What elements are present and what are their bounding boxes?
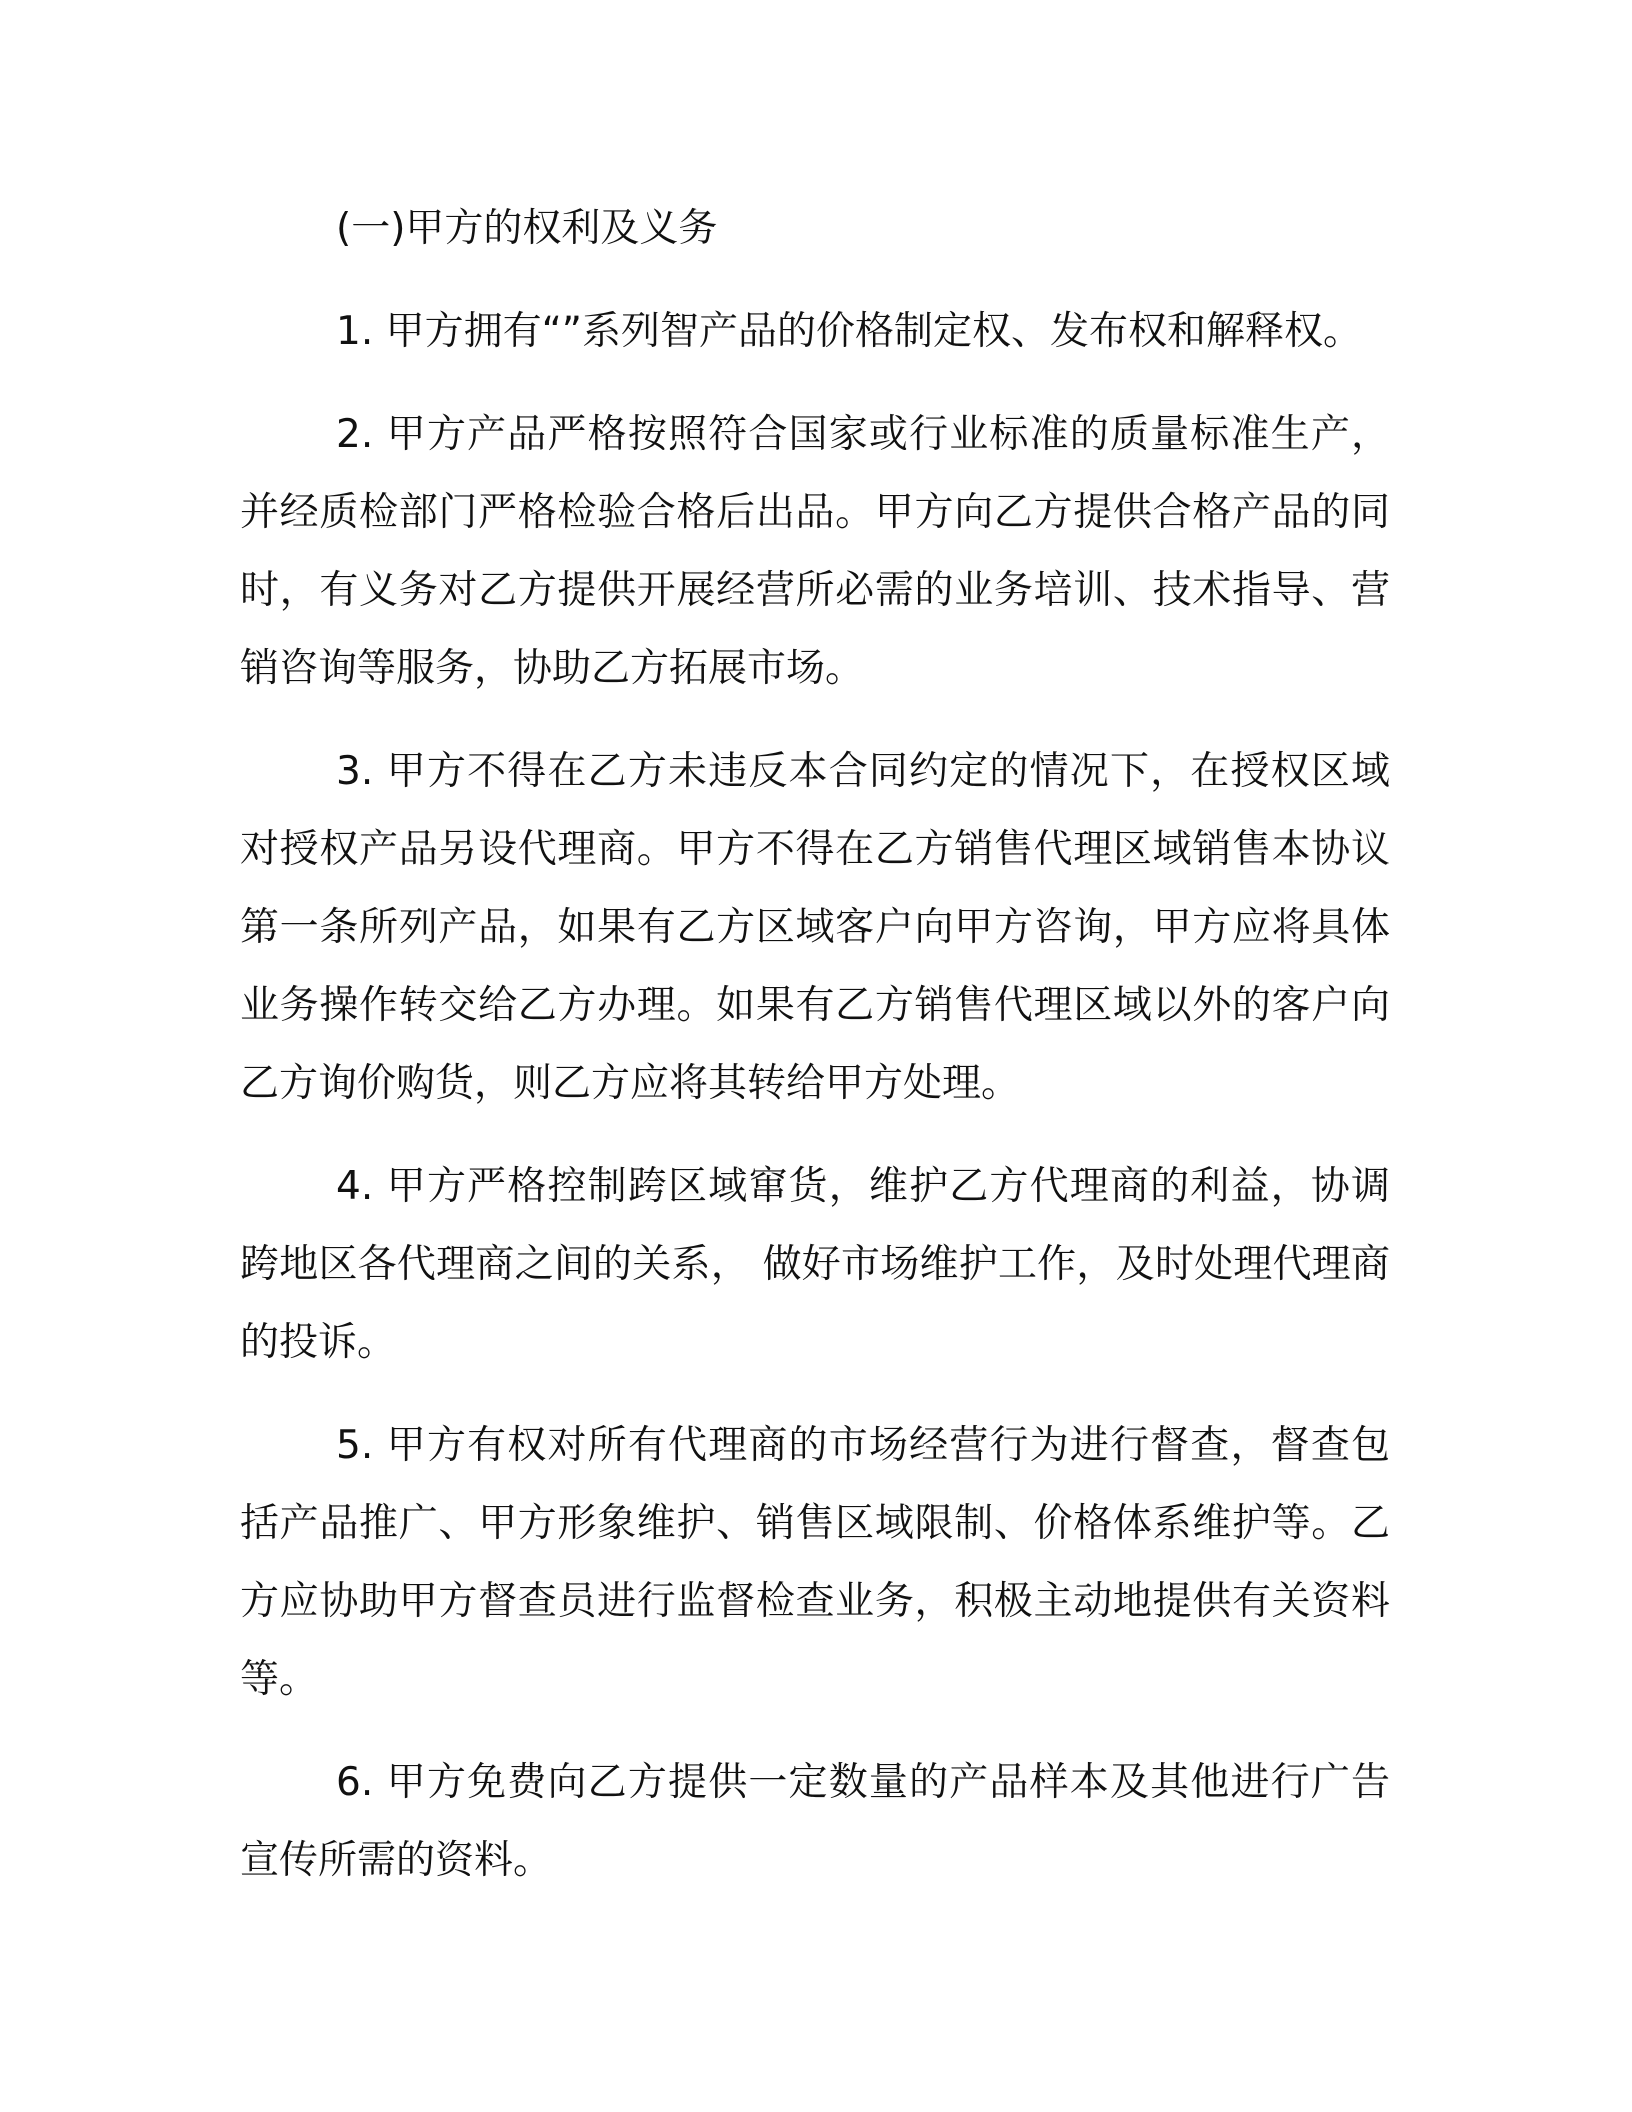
section-heading: (一)甲方的权利及义务 [336, 206, 718, 251]
paragraph-1: 1. 甲方拥有“”系列智产品的价格制定权、发布权和解释权。 [336, 309, 1363, 354]
paragraph-4: 4. 甲方严格控制跨区域窜货，维护乙方代理商的利益，协调跨地区各代理商之间的关系， 做好市场维护工作，及时处理代理商的投诉。 [240, 1164, 1390, 1365]
document-body [240, 190, 1390, 1925]
paragraph-5: 5. 甲方有权对所有代理商的市场经营行为进行督查，督查包括产品推广、甲方形象维护、销售区域限制、价格体系维护等。乙方应协助甲方督查员进行监督检查业务，积极主动地提供有关资料等。 [240, 1423, 1390, 1702]
paragraph-6: 6. 甲方免费向乙方提供一定数量的产品样本及其他进行广告宣传所需的资料。 [240, 1760, 1390, 1883]
paragraph-2: 2. 甲方产品严格按照符合国家或行业标准的质量标准生产，并经质检部门严格检验合格后出品。甲方向乙方提供合格产品的同时，有义务对乙方提供开展经营所必需的业务培训、技术指导、营销咨询等服务，协助乙方拓展市场。 [240, 412, 1390, 691]
paragraph-3: 3. 甲方不得在乙方未违反本合同约定的情况下，在授权区域对授权产品另设代理商。甲方不得在乙方销售代理区域销售本协议第一条所列产品，如果有乙方区域客户向甲方咨询，甲方应将具体业务操作转交给乙方办理。如果有乙方销售代理区域以外的客户向乙方询价购货，则乙方应将其转给甲方处理。 [240, 749, 1390, 1106]
